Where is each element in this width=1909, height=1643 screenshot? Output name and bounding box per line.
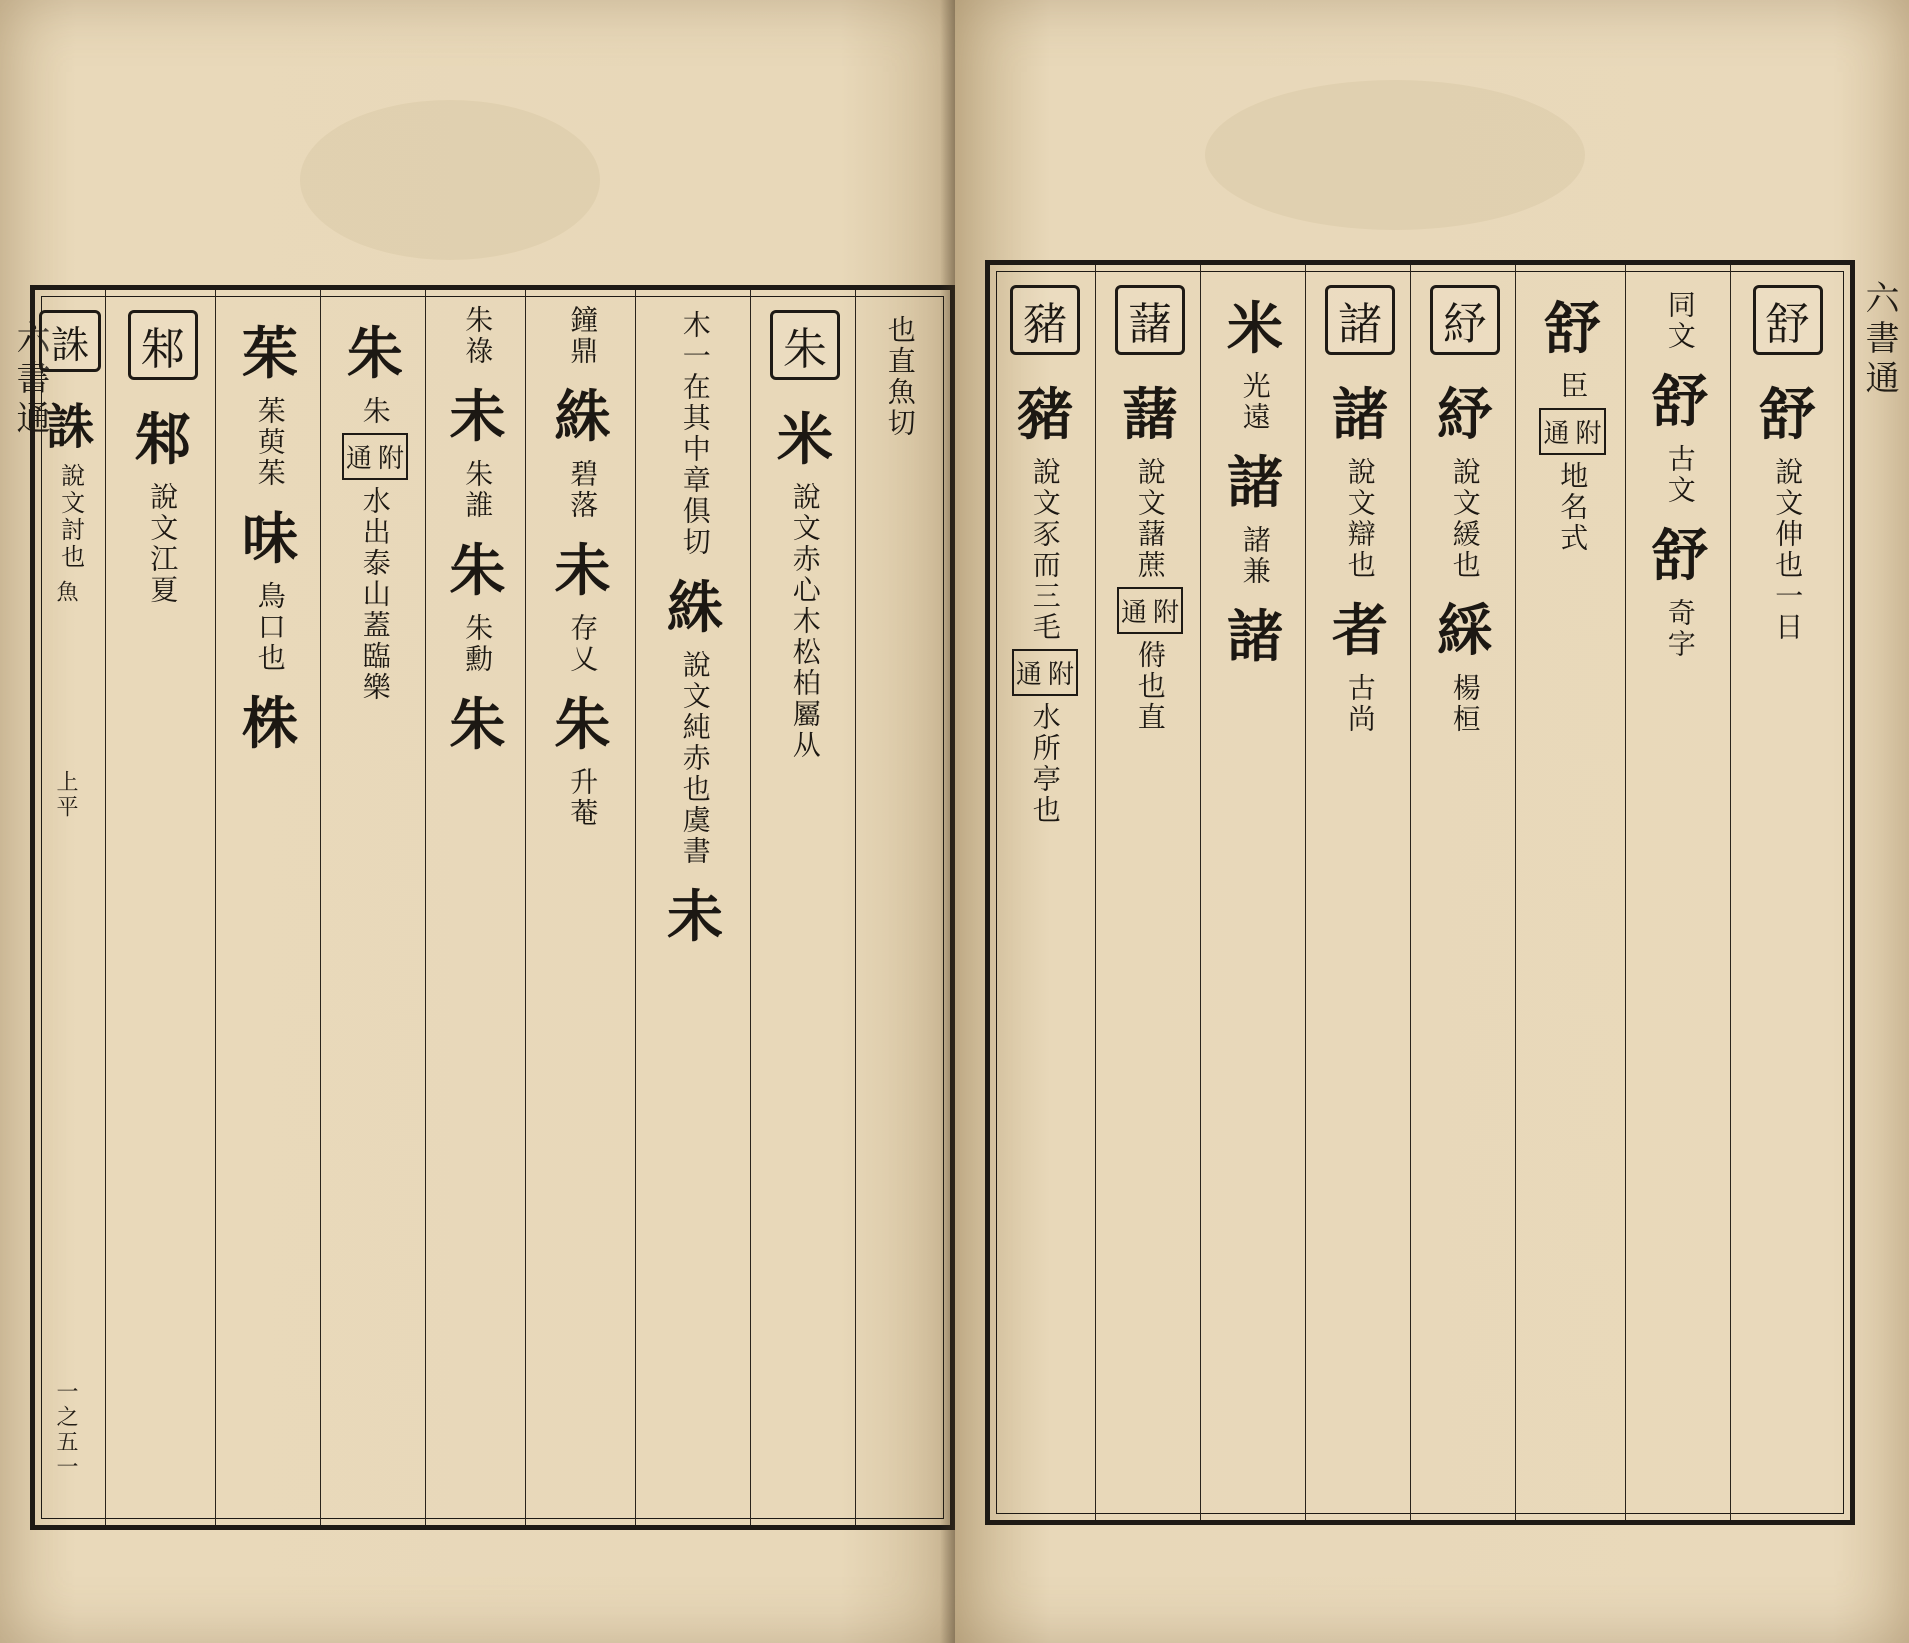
tong-label: 通 [1120, 598, 1147, 628]
tong-label: 通 [345, 444, 372, 474]
entry-note: 存乂 [566, 613, 600, 675]
seal-glyph-icon: 絑 [554, 384, 611, 450]
head-character: 豬 [1010, 285, 1080, 355]
right-frame [985, 260, 1855, 1525]
entry-note: 魚切 [883, 377, 917, 439]
entry-note: 地名式 [1556, 461, 1590, 554]
entry-zhu-pig [995, 265, 1095, 1520]
entry-shu-seals [1520, 265, 1625, 1520]
fu-label: 附 [1048, 660, 1075, 690]
fu-label: 附 [1153, 598, 1180, 628]
head-character: 誅 [39, 310, 101, 372]
entry-note: 偫也直 [1133, 640, 1167, 733]
entry-note: 說文江夏 [146, 482, 180, 606]
left-folio: 一之五一 [53, 1380, 78, 1480]
entry-note: 臣 [1556, 371, 1590, 402]
seal-glyph-icon: 舒 [1759, 382, 1816, 448]
fu-tong-box [1117, 587, 1183, 634]
paper-stain [1205, 80, 1585, 230]
entry-note: 茱萸茱 [253, 396, 287, 489]
seal-glyph-icon: 舒 [1652, 523, 1708, 589]
entry-zhu-seals [430, 290, 525, 1525]
tong-label: 通 [1015, 660, 1042, 690]
seal-glyph-icon: 味 [242, 506, 298, 572]
entry-note: 水所亭也 [1028, 702, 1062, 826]
fu-tong-box [1539, 408, 1605, 455]
entry-note: 水出泰山蓋臨樂 [358, 486, 392, 703]
entry-note: 朱誰 [461, 459, 495, 521]
left-tone-label: 上平 [53, 770, 78, 820]
seal-glyph-icon: 舒 [1544, 296, 1601, 362]
seal-glyph-icon: 諸 [1227, 450, 1283, 516]
seal-glyph-icon: 豬 [1017, 382, 1073, 448]
seal-glyph-icon: 者 [1332, 598, 1388, 664]
entry-zhu-seals-2 [1205, 265, 1305, 1520]
entry-zhu [755, 290, 855, 1525]
entry-shu-loose [1415, 265, 1515, 1520]
seal-glyph-icon: 米 [1227, 296, 1283, 362]
right-page [955, 0, 1909, 1643]
entry-zhu-sources [530, 290, 635, 1525]
entry-note: 同文 [1663, 290, 1697, 352]
entry-note: 鐘鼎 [566, 305, 600, 367]
head-character: 諸 [1325, 285, 1395, 355]
seal-glyph-icon: 朱 [554, 692, 611, 758]
left-section-label: 魚 [53, 580, 78, 605]
head-character: 邾 [128, 310, 198, 380]
entry-note: 說文赤心木松柏屬从 [788, 482, 822, 761]
entry-note: 古尚 [1343, 673, 1377, 735]
entry-note: 說文緩也 [1448, 457, 1482, 581]
entry-note: 鳥口也 [253, 581, 287, 674]
entry-zhu-variant-2 [325, 290, 425, 1525]
head-character: 藷 [1115, 285, 1185, 355]
entry-shu-variants [1630, 265, 1730, 1520]
seal-glyph-icon: 誅 [45, 399, 94, 455]
left-side-title: 六書通 [10, 320, 50, 440]
fu-tong-box [342, 433, 408, 480]
entry-note: 朱祿 [461, 305, 495, 367]
seal-glyph-icon: 茱 [242, 321, 298, 387]
entry-note: 木一在其中章俱切 [678, 310, 712, 558]
entry-shu [1735, 265, 1840, 1520]
entry-zhu-city [110, 290, 215, 1525]
entry-note: 也直 [883, 315, 917, 377]
seal-glyph-icon: 紓 [1437, 382, 1493, 448]
entry-zhu-yam [1100, 265, 1200, 1520]
entry-note: 升菴 [566, 767, 600, 829]
seal-glyph-icon: 諸 [1332, 382, 1388, 448]
head-character: 紓 [1430, 285, 1500, 355]
entry-note: 朱 [358, 396, 392, 427]
entry-note: 古文 [1663, 444, 1697, 506]
fu-tong-box [1012, 649, 1078, 696]
entry-note: 說文辯也 [1343, 457, 1377, 581]
entry-note: 碧落 [566, 459, 600, 521]
entry-note: 說文藷蔗 [1133, 457, 1167, 581]
entry-continuation [860, 290, 940, 1525]
entry-zhu-punish [35, 290, 105, 1525]
seal-glyph-icon: 朱 [449, 538, 506, 604]
fu-label: 附 [378, 444, 405, 474]
entry-zhu-compounds [220, 290, 320, 1525]
seal-glyph-icon: 未 [554, 538, 611, 604]
entry-note: 光遠 [1238, 371, 1272, 433]
entry-zhu-variants [640, 290, 750, 1525]
head-character: 舒 [1753, 285, 1823, 355]
seal-glyph-icon: 藷 [1122, 382, 1178, 448]
seal-glyph-icon: 綵 [1437, 598, 1493, 664]
fu-label: 附 [1575, 419, 1602, 449]
entry-note: 諸兼 [1238, 525, 1272, 587]
entry-note: 說文討也 [56, 463, 85, 571]
left-frame [30, 285, 955, 1530]
seal-glyph-icon: 朱 [347, 321, 403, 387]
seal-glyph-icon: 米 [777, 407, 833, 473]
seal-glyph-icon: 舒 [1652, 369, 1708, 435]
seal-glyph-icon: 朱 [449, 692, 506, 758]
entry-note: 說文伸也一日 [1771, 457, 1805, 643]
seal-glyph-icon: 未 [667, 884, 723, 950]
entry-note: 朱勳 [461, 613, 495, 675]
paper-stain [300, 100, 600, 260]
entry-note: 楊桓 [1448, 673, 1482, 735]
tong-label: 通 [1543, 419, 1570, 449]
seal-glyph-icon: 諸 [1227, 604, 1283, 670]
entry-zhu-all [1310, 265, 1410, 1520]
seal-glyph-icon: 未 [449, 384, 506, 450]
entry-note: 奇字 [1663, 598, 1697, 660]
head-character: 朱 [770, 310, 840, 380]
entry-note: 說文純赤也虞書 [678, 650, 712, 867]
entry-note: 說文豕而三毛 [1028, 457, 1062, 643]
seal-glyph-icon: 邾 [134, 407, 191, 473]
right-side-title: 六書通 [1859, 280, 1899, 400]
seal-glyph-icon: 株 [242, 691, 298, 757]
seal-glyph-icon: 絑 [667, 575, 723, 641]
